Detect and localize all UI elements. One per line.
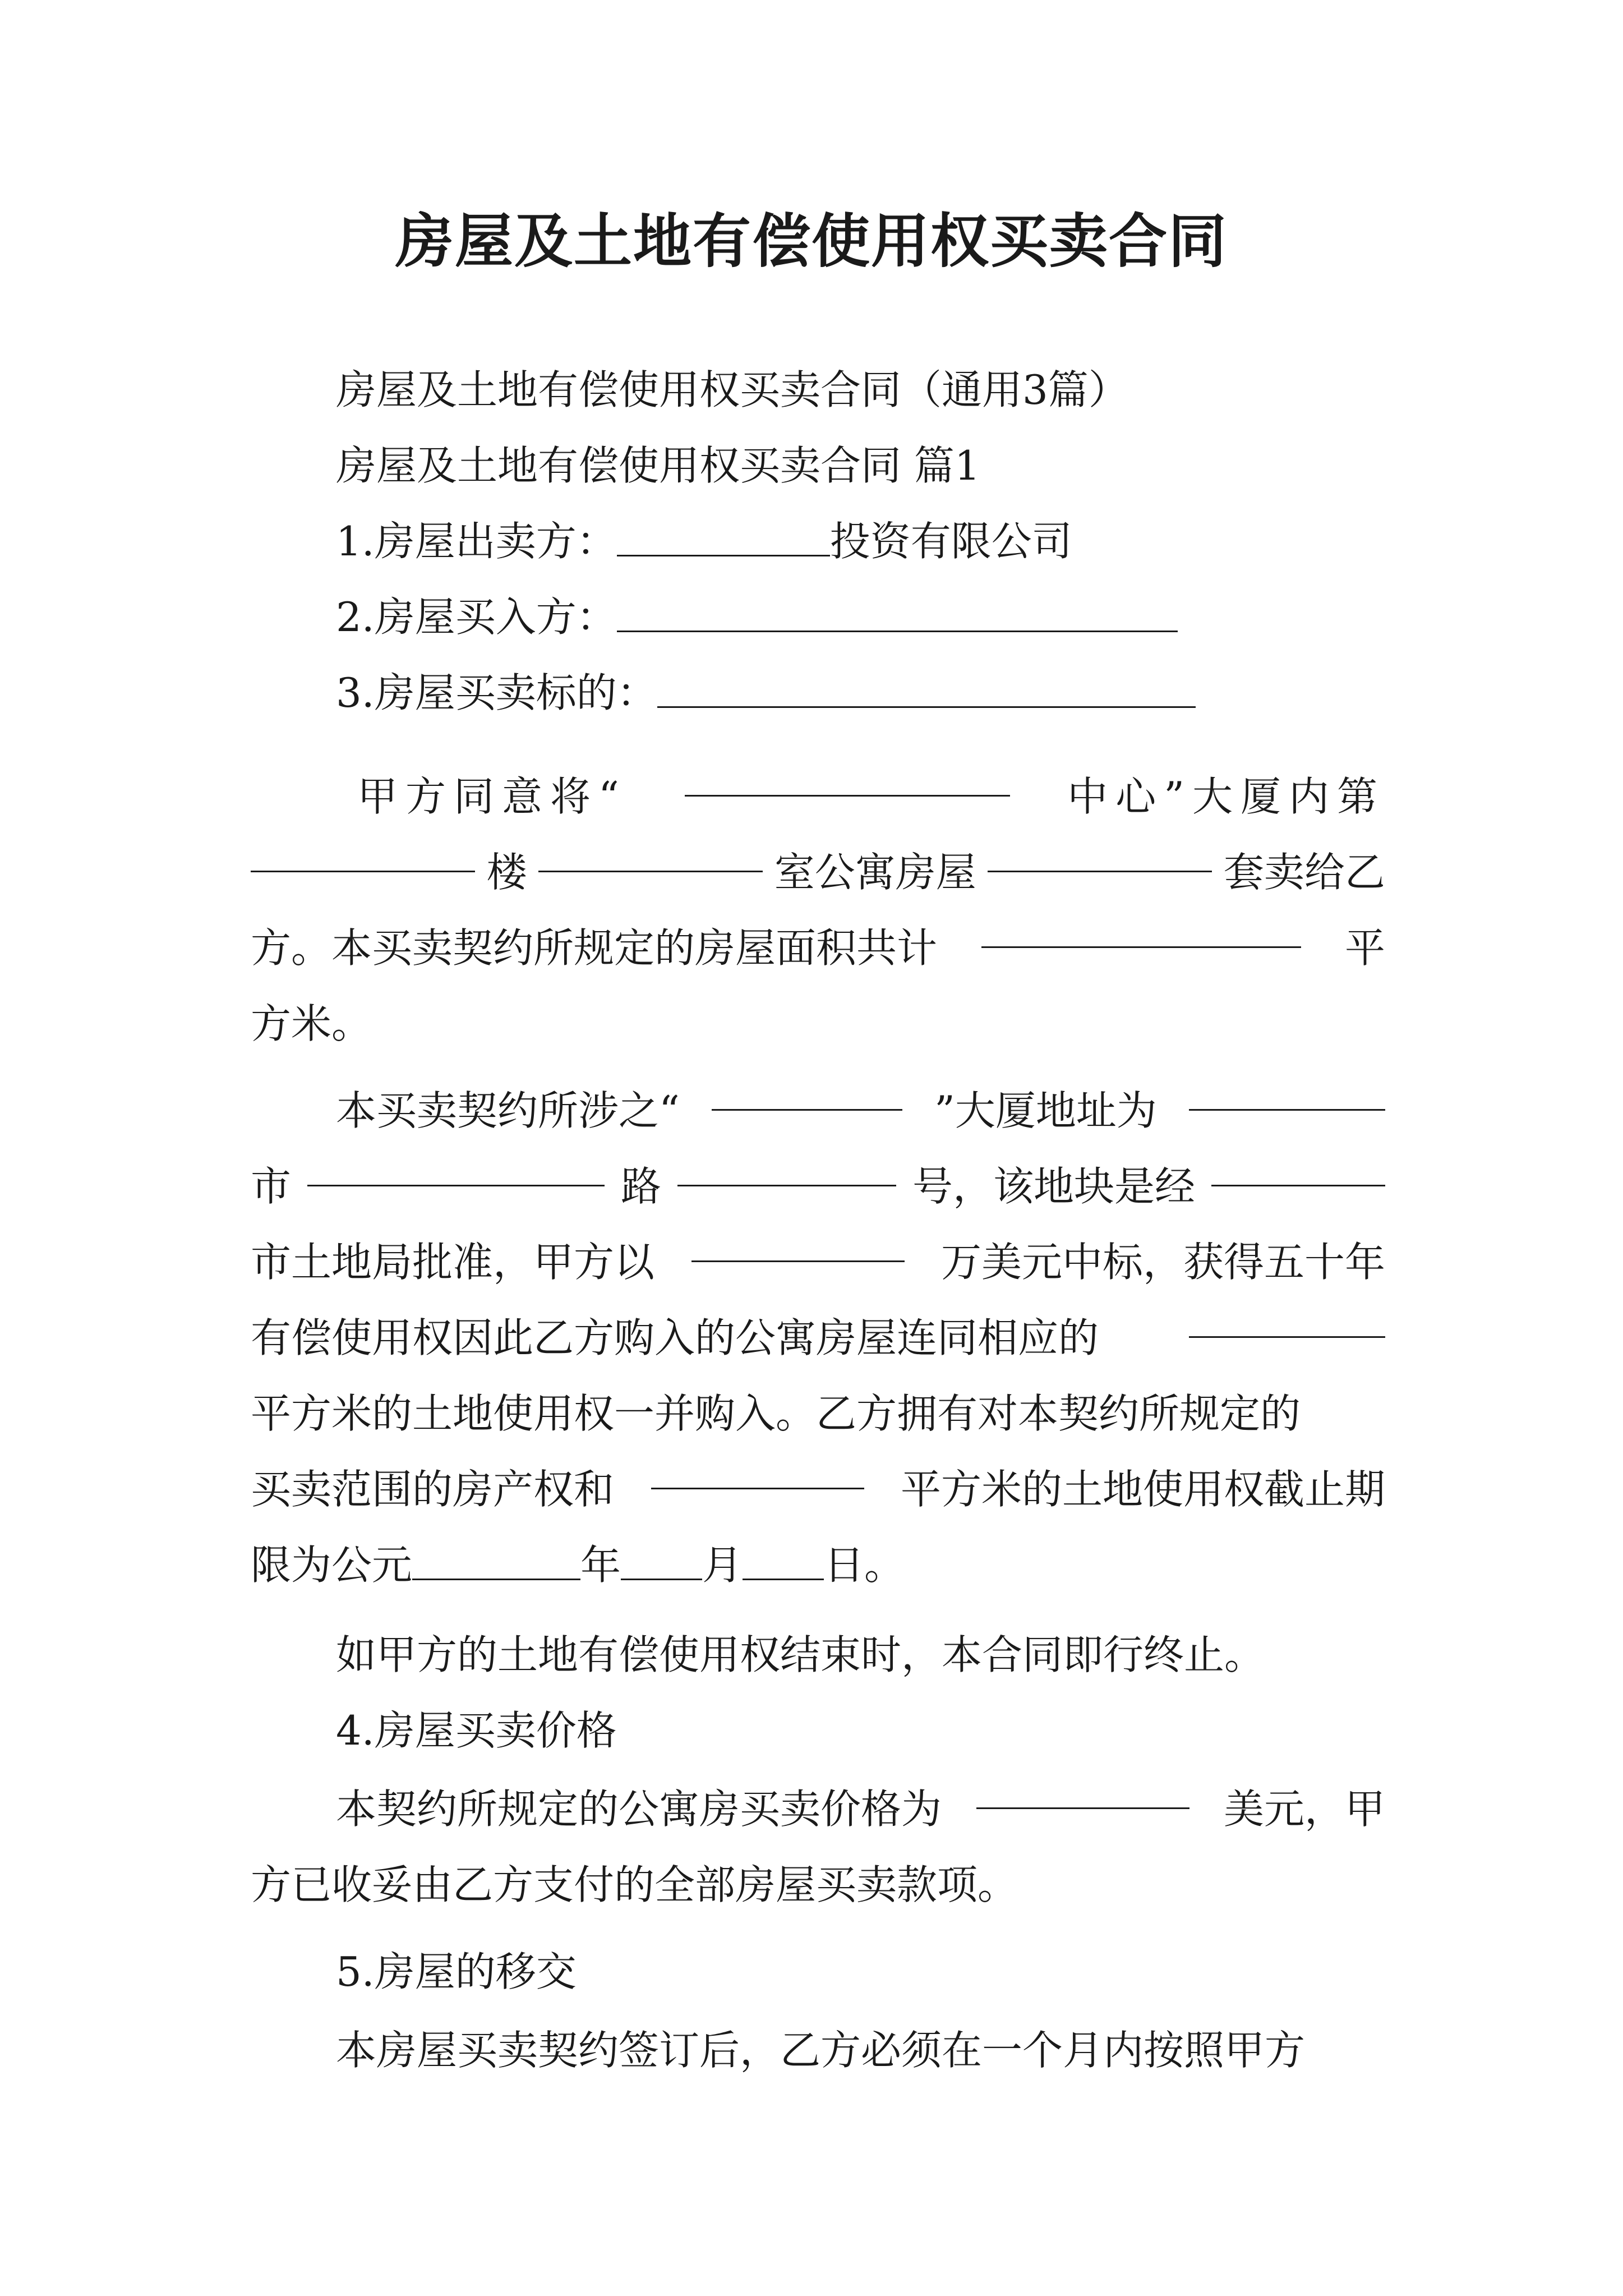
p4-line-1	[251, 1767, 1385, 1851]
item-buyer-label: 2.房屋买入方：	[336, 593, 617, 641]
document-title: 房屋及土地有偿使用权买卖合同	[395, 206, 1228, 275]
p1-text: 甲方同意将“	[357, 773, 627, 820]
p2-text: 本买卖契约所涉之“	[336, 1087, 680, 1134]
p2-line-5: 平方米的土地使用权一并购入。乙方拥有对本契约所规定的	[251, 1390, 1301, 1437]
p2-blank	[691, 1220, 905, 1262]
p2-blank	[307, 1144, 605, 1186]
p2-blank	[1189, 1069, 1385, 1111]
p1-line-4: 方米。	[251, 1000, 372, 1047]
p2-line-2	[251, 1144, 1385, 1228]
item-subject-label: 3.房屋买卖标的：	[336, 669, 657, 716]
p2-text: 万美元中标，获得五十年	[940, 1239, 1385, 1286]
p4-text: 美元，甲	[1223, 1786, 1385, 1833]
p5-line-1: 本房屋买卖契约签订后，乙方必须在一个月内按照甲方	[336, 2027, 1306, 2074]
p1-text: 中心”大厦内第	[1067, 773, 1385, 820]
p1-text: 平	[1344, 924, 1385, 972]
p3: 如甲方的土地有偿使用权结束时，本合同即行终止。	[336, 1631, 1265, 1678]
p2-line-6	[251, 1447, 1385, 1531]
p1-text: 方。本买卖契约所规定的房屋面积共计	[251, 924, 938, 972]
p2-blank	[743, 1538, 824, 1580]
p2-blank	[712, 1069, 902, 1111]
p2-blank	[1211, 1144, 1385, 1186]
p2-text: 号，该地块是经	[912, 1163, 1195, 1210]
p4-text: 本契约所规定的公寓房买卖价格为	[336, 1786, 942, 1833]
p2-line-4	[251, 1296, 1385, 1380]
subject-blank	[657, 666, 1196, 708]
seller-blank	[617, 514, 830, 556]
p2-text: 买卖范围的房产权和	[251, 1466, 615, 1513]
p1-line-3	[251, 906, 1385, 990]
item-seller-suffix: 投资有限公司	[829, 518, 1072, 565]
p1-blank	[988, 830, 1212, 872]
p2-text: 路	[620, 1163, 661, 1210]
p4-line-2: 方已收妥由乙方支付的全部房屋买卖款项。	[251, 1861, 1018, 1908]
p1-blank	[685, 754, 1010, 797]
p2-text: ”大厦地址为	[934, 1087, 1157, 1134]
p2-text: 年	[580, 1542, 621, 1589]
p1-text: 套卖给乙	[1223, 849, 1385, 896]
p1-line-2	[251, 830, 1385, 914]
p2-blank	[677, 1144, 896, 1186]
item4-heading: 4.房屋买卖价格	[336, 1707, 617, 1754]
item-subject	[251, 651, 1470, 735]
p2-text: 月	[702, 1542, 743, 1589]
p2-line-1	[251, 1069, 1385, 1153]
part-heading: 房屋及土地有偿使用权买卖合同 篇1	[336, 442, 980, 489]
p2-text: 市土地局批准，甲方以	[251, 1239, 655, 1286]
p1-text: 室公寓房屋	[774, 849, 976, 896]
p2-blank	[621, 1538, 702, 1580]
item-seller	[251, 499, 1470, 583]
subtitle: 房屋及土地有偿使用权买卖合同（通用3篇）	[336, 366, 1129, 413]
item5-heading: 5.房屋的移交	[336, 1948, 577, 1995]
buyer-blank	[617, 590, 1178, 632]
p2-text: 平方米的土地使用权截止期	[900, 1466, 1385, 1513]
p1-blank	[251, 830, 475, 872]
p2-blank	[412, 1538, 580, 1580]
p1-blank	[538, 830, 763, 872]
p1-text: 楼	[486, 849, 527, 896]
p2-blank	[651, 1447, 864, 1489]
item-buyer	[251, 575, 1470, 659]
p2-text: 限为公元	[251, 1542, 413, 1589]
p2-blank	[1189, 1296, 1385, 1338]
p1-line-1	[251, 754, 1385, 839]
p1-blank	[981, 906, 1301, 948]
p2-text: 日。	[824, 1542, 905, 1589]
p2-line-7	[251, 1523, 1385, 1607]
p2-text: 有偿使用权因此乙方购入的公寓房屋连同相应的	[251, 1314, 1099, 1361]
p2-text: 市	[251, 1163, 292, 1210]
item-seller-label: 1.房屋出卖方：	[336, 518, 617, 565]
p4-blank	[976, 1767, 1189, 1809]
p2-line-3	[251, 1220, 1385, 1304]
